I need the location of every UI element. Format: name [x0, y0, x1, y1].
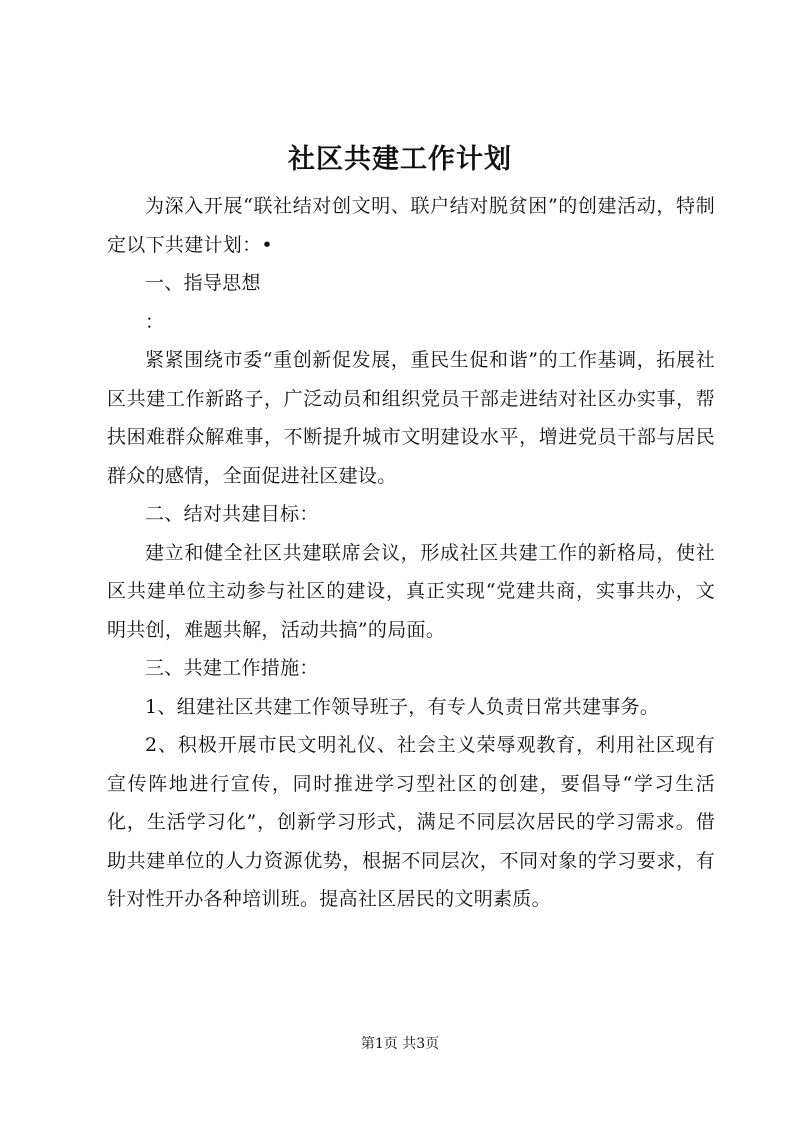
section-heading-guiding-ideology: 一、指导思想: [145, 272, 261, 294]
paragraph-guiding-ideology: 紧紧围绕市委“重创新促发展，重民生促和谐”的工作基调，拓展社区共建工作新路子，广泛动员和组织党员干部走进结对社区办实事，帮扶困难群众解难事，不断提升城市文明建设水平，增进党员干部与居民群众的感情，全面促进社区建设。: [107, 349, 715, 487]
paragraph-measure-1: 1、组建社区共建工作领导班子，有专人负责日常共建事务。: [145, 695, 660, 718]
page-footer: 第1页 共3页: [360, 1036, 440, 1052]
paragraph-intro: 为深入开展“联社结对创文明、联户结对脱贫困”的创建活动，特制定以下共建计划：•: [107, 195, 715, 256]
document-body: [107, 187, 715, 919]
section-heading-measures: 三、共建工作措施：: [145, 657, 319, 679]
document-title: 社区共建工作计划: [288, 144, 512, 175]
paragraph-goals: 建立和健全社区共建联席会议，形成社区共建工作的新格局，使社区共建单位主动参与社区的建设，真正实现“党建共商，实事共办，文明共创，难题共解，活动共搞”的局面。: [107, 541, 715, 641]
paragraph-colon: ：: [145, 310, 165, 333]
paragraph-measure-2: 2、积极开展市民文明礼仪、社会主义荣辱观教育，利用社区现有宣传阵地进行宣传，同时推进学习型社区的创建，要倡导“学习生活化，生活学习化”，创新学习形式，满足不同层次居民的学习需求。借助共建单位的人力资源优势，根据不同层次，不同对象的学习要求，有针对性开办各种培训班。提高社区居民的文明素质。: [107, 734, 715, 910]
section-heading-goals: 二、结对共建目标：: [145, 503, 319, 525]
